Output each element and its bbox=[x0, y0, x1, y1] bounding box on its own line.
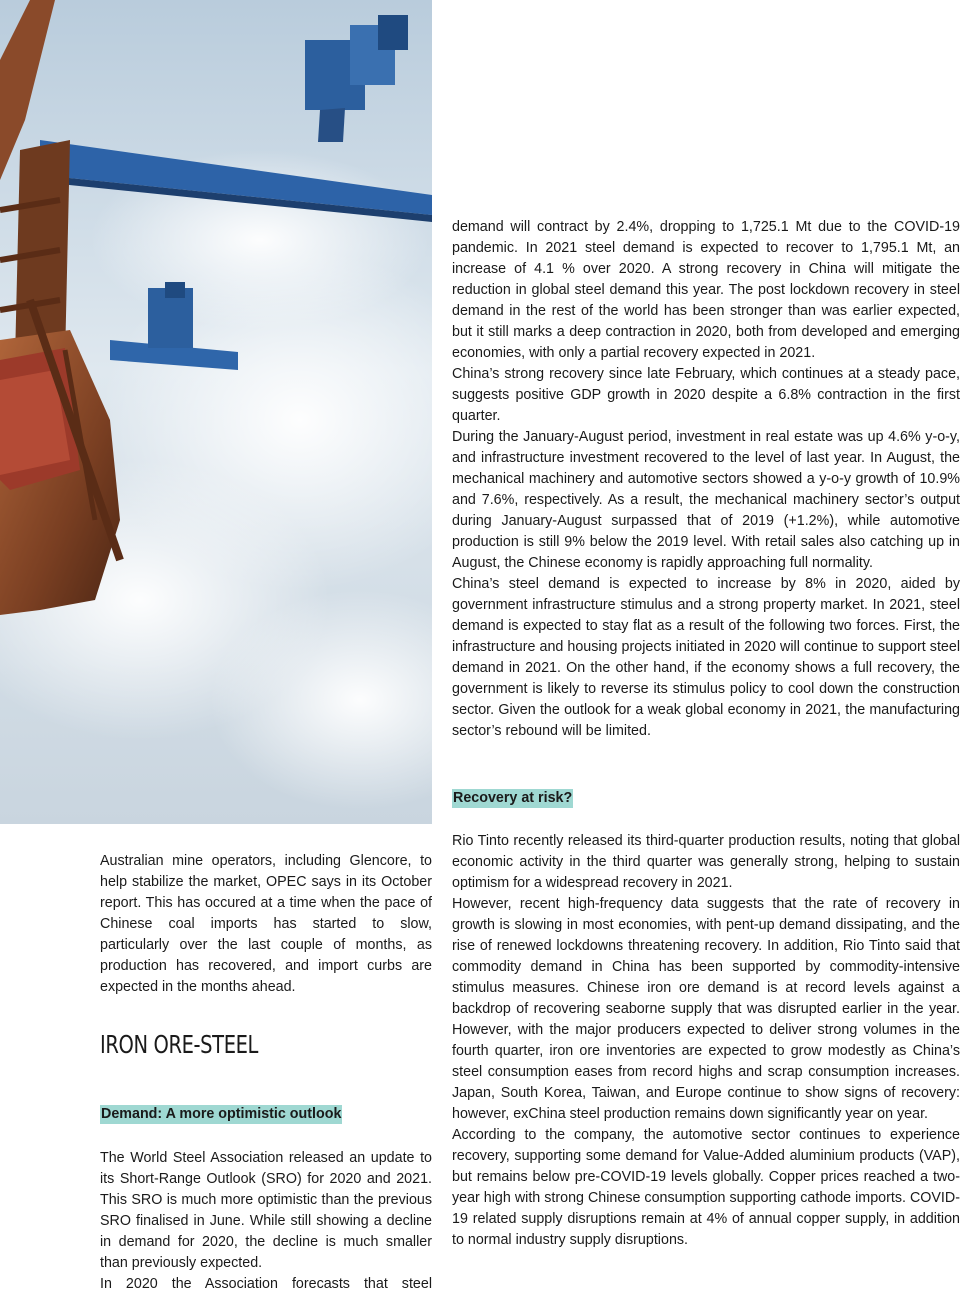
left-column-top bbox=[100, 851, 432, 998]
bulk-grab-crane-photo bbox=[0, 0, 432, 824]
recovery-heading: Recovery at risk? bbox=[453, 790, 573, 806]
bulk-grab-crane-icon bbox=[0, 0, 432, 824]
right-column-top bbox=[452, 217, 960, 742]
paragraph: The World Steel Association released an update to its Short-Range Outlook (SRO) for 2020 and 2021. This SRO is much more optimistic than the previous SRO finalised in June. While still showing a decline in demand for 2020, the decline is much smaller than previously expected. bbox=[100, 1150, 432, 1271]
paragraph: Rio Tinto recently released its third-quarter production results, noting that global economic activity in the third quarter was generally strong, helping to sustain optimism for a widespread recovery in 2021. bbox=[452, 833, 960, 891]
paragraph: China’s steel demand is expected to increase by 8% in 2020, aided by government infrastructure stimulus and a strong property market. In 2021, steel demand is expected to stay flat as a result of the following two forces. First, the infrastructure and housing projects initiated in 2020 will continue to support steel demand in 2021. On the other hand, if the economy shows a full recovery, the government is likely to reverse its stimulus policy to cool down the construction sector. Given the outlook for a weak global economy in 2021, the manufacturing sector’s rebound will be limited. bbox=[452, 576, 960, 739]
paragraph: In 2020 the Association forecasts that steel bbox=[100, 1276, 432, 1292]
paragraph: However, recent high-frequency data suggests that the rate of recovery in growth is slowing in most economies, with pent-up demand dissipating, and the rise of renewed lockdowns threatening recovery. In addition, Rio Tinto said that commodity demand in China has been supported by commodity-intensive stimulus measures. Chinese iron ore demand is at record levels against a backdrop of recovering seaborne supply that was disrupted earlier in the year. However, with the major producers expected to deliver strong volumes in the fourth quarter, iron ore inventories are expected to grow modestly as China’s steel consumption eases from record highs and scrap consumption increases. Japan, South Korea, Taiwan, and Europe continue to show signs of recovery: however, exChina steel production remains down significantly year on year. bbox=[452, 896, 960, 1122]
section-title: IRON ORE-STEEL bbox=[100, 1030, 259, 1059]
paragraph: demand will contract by 2.4%, dropping to 1,725.1 Mt due to the COVID-19 pandemic. In 2021 steel demand is expected to recover to 1,795.1 Mt, an increase of 4.1 % over 2020. A strong recovery in China will mitigate the reduction in global steel demand this year. The post lockdown recovery in steel demand in the rest of the world has been stronger than was earlier expected, but it still marks a deep contraction in 2020, both from developed and emerging economies, with only a partial recovery expected in 2021. bbox=[452, 219, 960, 361]
paragraph: China’s strong recovery since late February, which continues at a steady pace, suggests positive GDP growth in 2020 despite a 6.8% contraction in the first quarter. bbox=[452, 366, 960, 424]
right-column-bottom bbox=[452, 831, 960, 1251]
demand-heading: Demand: A more optimistic outlook bbox=[101, 1106, 342, 1122]
paragraph: According to the company, the automotive sector continues to experience recovery, supporting some demand for Value-Added aluminium products (VAP), but remains below pre-COVID-19 levels globally. Copper prices reached a two-year high with strong Chinese consumption supporting cathode imports. COVID-19 related supply disruptions remain at 4% of annual copper supply, in addition to normal industry supply disruptions. bbox=[452, 1127, 960, 1248]
paragraph: Australian mine operators, including Glencore, to help stabilize the market, OPEC says in its October report. This has occured at a time when the pace of Chinese coal imports has started to slow, particularly over the last couple of months, as production has recovered, and import curbs are expected in the months ahead. bbox=[100, 853, 432, 995]
left-column-bottom bbox=[100, 1148, 432, 1295]
paragraph: During the January-August period, investment in real estate was up 4.6% y-o-y, and infrastructure investment recovered to the level of last year. In August, the mechanical machinery and automotive sectors showed a y-o-y growth of 10.9% and 7.6%, respectively. As a result, the mechanical machinery sector’s output during January-August surpassed that of 2019 (+1.2%), while automotive production is still 9% below the 2019 level. With retail sales also catching up in August, the Chinese economy is rapidly approaching full normality. bbox=[452, 429, 960, 571]
